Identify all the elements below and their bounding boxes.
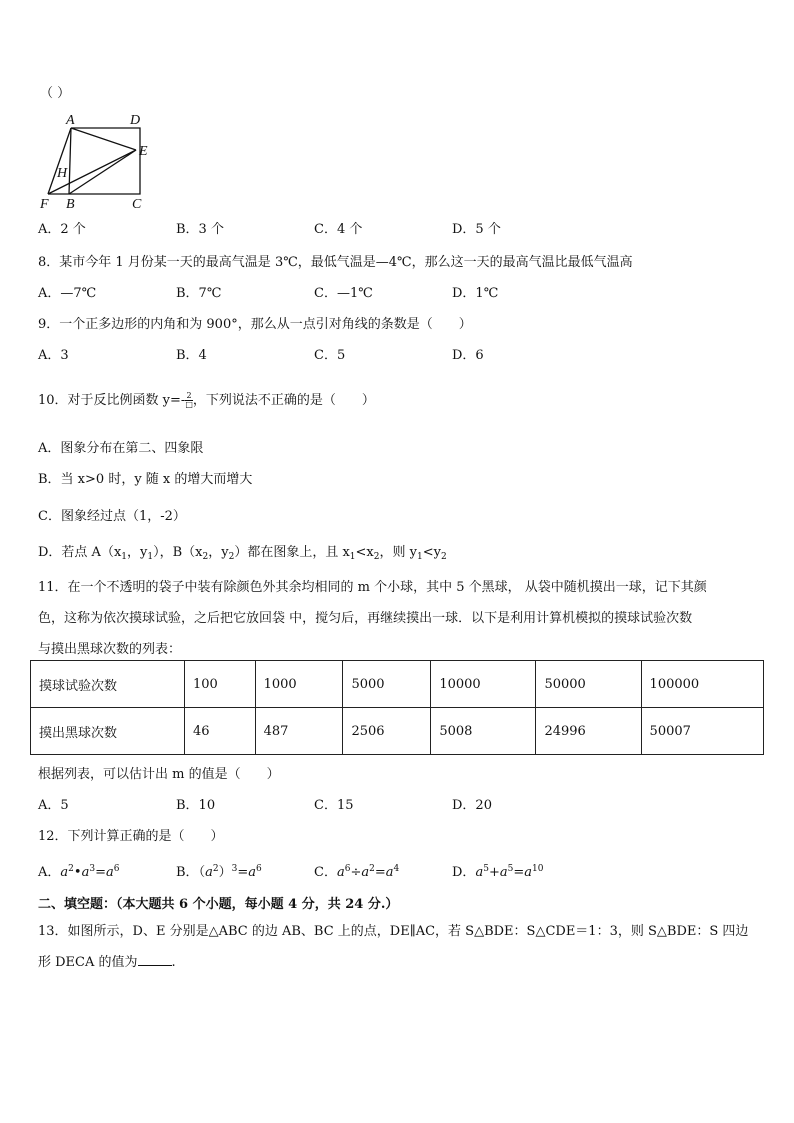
q10-d-part: ）都在图象上，且 x [234,545,350,560]
rect-adcb [69,128,140,194]
q9-option-b: B．4 [176,348,207,363]
q7-paren: （ ） [40,86,71,101]
label-e: E [139,144,148,159]
q7-option-d: D．5 个 [452,222,501,237]
exp: 2 [68,864,74,874]
q10-d-part: <y [422,545,441,560]
exp: 6 [113,864,120,874]
q10-d-part: ，则 y [379,545,417,560]
exp: 3 [231,864,238,874]
table-cell: 10000 [431,661,536,708]
table-cell: 50007 [641,708,763,755]
q10-option-b: B．当 x>0 时，y 随 x 的增大而增大 [38,472,253,487]
var-a: a [248,865,256,880]
q13-line-1: 13．如图所示，D、E 分别是△ABC 的边 AB、BC 上的点，DE∥AC，若 S△BDE：S△CDE＝1：3，则 S△BDE：S 四边 [38,924,749,939]
var-a: a [105,865,114,880]
label-b: B [66,197,75,210]
exp: 5 [507,864,514,874]
q13-end: . [171,955,176,970]
q10-stem-after: ，下列说法不正确的是（ ） [192,393,375,408]
exp: 4 [393,864,400,874]
q10-d-sub: 2 [373,552,380,562]
op-plus: + [488,865,500,880]
q8-option-a: A．—7℃ [38,286,97,301]
q10-option-a: A．图象分布在第二、四象限 [38,441,204,456]
q13-answer-blank[interactable] [138,953,172,966]
op-eq: = [95,865,106,880]
var-a: a [60,865,69,880]
q10-d-part: ，y [208,545,229,560]
label-c: C [132,197,142,210]
opt-prefix: A． [38,865,61,880]
var-a: a [385,865,394,880]
q8-option-b: B．7℃ [176,286,222,301]
q10-d-part: <x [355,545,374,560]
q12-option-a [38,861,119,880]
q12-option-b [176,861,262,880]
table-cell: 46 [185,708,256,755]
op-div: ÷ [350,865,362,880]
q7-option-a: A．2 个 [38,222,86,237]
q13-line-2 [38,951,176,970]
q10-d-sub: 1 [147,552,154,562]
q10-d-part: ，y [127,545,148,560]
q10-d-sub: 1 [416,552,423,562]
q10-fraction-denominator: □ [185,400,193,409]
q11-table [30,660,764,755]
q10-fraction [185,392,193,409]
q11-option-c: C．15 [314,798,354,813]
paren-open: （ [198,865,206,880]
q10-stem [38,389,375,409]
segment-be [69,150,136,194]
q12-option-c [314,861,399,880]
var-a: a [81,865,90,880]
var-a: a [475,865,484,880]
section-2-heading: 二、填空题：（本大题共 6 个小题，每小题 4 分，共 24 分.） [38,897,399,912]
op-eq: = [513,865,525,880]
q7-figure [36,110,160,210]
table-cell: 100000 [641,661,763,708]
table-row [31,661,764,708]
var-a: a [499,865,508,880]
exp: 6 [256,864,262,874]
table-header-cell: 摸出黑球次数 [31,708,185,755]
q10-option-d [38,541,447,560]
q11-line-1: 11．在一个不透明的袋子中装有除颜色外其余均相同的 m 个小球，其中 5 个黑球， 从袋中随机摸出一球，记下其颜 [38,580,707,595]
q10-d-sub: 2 [202,552,209,562]
q10-fraction-numerator: 2 [186,391,192,400]
q10-option-c: C．图象经过点（1，-2） [38,509,186,524]
exp: 5 [483,864,489,874]
q9-option-a: A．3 [38,348,69,363]
segment-ae [71,128,136,150]
q10-stem-before: 10．对于反比例函数 y=- [38,393,186,408]
var-a: a [524,865,533,880]
q13-line-2-text: 形 DECA 的值为 [38,955,138,970]
exp: 2 [369,864,375,874]
q12-stem: 12．下列计算正确的是（ ） [38,829,224,844]
q11-option-d: D．20 [452,798,492,813]
q10-d-part: ），B（x [153,545,203,560]
q11-line-2: 色，这称为依次摸球试验，之后把它放回袋 中，搅匀后，再继续摸出一球．以下是利用计算机模拟的摸球试验次数 [38,611,693,626]
table-cell: 24996 [536,708,641,755]
opt-prefix: B． [176,865,199,880]
opt-prefix: C． [314,865,337,880]
q11-line-3: 与摸出黑球次数的列表： [38,642,182,657]
opt-prefix: D． [452,865,476,880]
table-header-cell: 摸球试验次数 [31,661,185,708]
q8-option-d: D．1℃ [452,286,499,301]
segment-ab [69,128,71,194]
q11-option-b: B．10 [176,798,216,813]
paren-close: ） [218,865,232,880]
q9-option-d: D．6 [452,348,484,363]
q9-stem: 9．一个正多边形的内角和为 900°，那么从一点引对角线的条数是（ ） [38,317,472,332]
q10-d-part: D．若点 A（x [38,545,122,560]
op-dot: • [73,865,82,880]
q10-d-sub: 1 [349,552,356,562]
label-a: A [66,113,75,128]
var-a: a [361,865,370,880]
exp: 2 [212,864,219,874]
var-a: a [205,865,213,880]
q10-d-sub: 2 [440,552,447,562]
q8-option-c: C．—1℃ [314,286,373,301]
op-eq: = [374,865,386,880]
table-cell: 5000 [343,661,431,708]
q11-after: 根据列表，可以估计出 m 的值是（ ） [38,767,280,782]
label-f: F [40,197,49,210]
q10-d-sub: 1 [121,552,128,562]
table-cell: 5008 [431,708,536,755]
op-eq: = [237,865,249,880]
q8-stem: 8．某市今年 1 月份某一天的最高气温是 3℃，最低气温是—4℃，那么这一天的最高气温比最低气温高 [38,255,633,270]
q11-option-a: A．5 [38,798,69,813]
var-a: a [336,865,345,880]
exp: 6 [344,864,351,874]
label-d: D [130,113,141,128]
label-h: H [57,166,68,181]
table-row [31,708,764,755]
q12-option-d [452,861,543,880]
exp: 3 [89,864,96,874]
table-cell: 50000 [536,661,641,708]
table-cell: 1000 [255,661,343,708]
exp: 10 [532,864,544,874]
table-cell: 100 [185,661,256,708]
table-cell: 2506 [343,708,431,755]
table-cell: 487 [255,708,343,755]
q9-option-c: C．5 [314,348,346,363]
q7-option-c: C．4 个 [314,222,363,237]
q10-d-sub: 2 [228,552,235,562]
q7-option-b: B．3 个 [176,222,224,237]
